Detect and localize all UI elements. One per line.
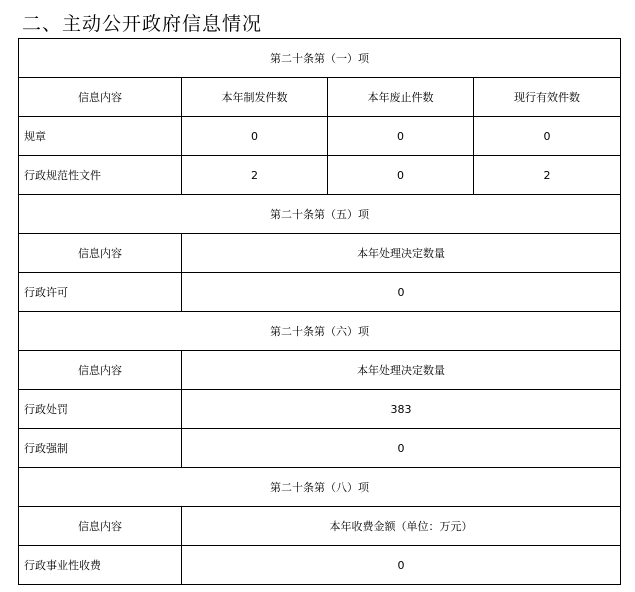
table-cell: 0 bbox=[328, 117, 474, 156]
row-label: 行政规范性文件 bbox=[19, 156, 182, 195]
column-header: 本年处理决定数量 bbox=[182, 351, 621, 390]
header-row bbox=[19, 78, 621, 117]
section-heading: 第二十条第（六）项 bbox=[19, 312, 621, 351]
table-row bbox=[19, 429, 621, 468]
table-cell: 2 bbox=[474, 156, 621, 195]
table-cell: 0 bbox=[182, 117, 328, 156]
column-header: 本年废止件数 bbox=[328, 78, 474, 117]
section-heading: 第二十条第（一）项 bbox=[19, 39, 621, 78]
column-header: 本年收费金额（单位：万元） bbox=[182, 507, 621, 546]
row-label: 行政事业性收费 bbox=[19, 546, 182, 585]
header-row bbox=[19, 351, 621, 390]
table-cell: 0 bbox=[182, 273, 621, 312]
table-row bbox=[19, 390, 621, 429]
section-heading-row bbox=[19, 468, 621, 507]
section-heading-row bbox=[19, 312, 621, 351]
table-row bbox=[19, 546, 621, 585]
column-header: 本年制发件数 bbox=[182, 78, 328, 117]
table-cell: 2 bbox=[182, 156, 328, 195]
table-row bbox=[19, 117, 621, 156]
table-cell: 0 bbox=[328, 156, 474, 195]
row-label: 行政许可 bbox=[19, 273, 182, 312]
column-header: 信息内容 bbox=[19, 234, 182, 273]
column-header: 信息内容 bbox=[19, 507, 182, 546]
table-cell: 383 bbox=[182, 390, 621, 429]
column-header: 信息内容 bbox=[19, 78, 182, 117]
table-cell: 0 bbox=[182, 429, 621, 468]
section-heading-row bbox=[19, 39, 621, 78]
column-header: 本年处理决定数量 bbox=[182, 234, 621, 273]
section-heading: 第二十条第（八）项 bbox=[19, 468, 621, 507]
column-header: 信息内容 bbox=[19, 351, 182, 390]
column-header: 现行有效件数 bbox=[474, 78, 621, 117]
table-row bbox=[19, 273, 621, 312]
row-label: 规章 bbox=[19, 117, 182, 156]
table-cell: 0 bbox=[182, 546, 621, 585]
section-heading-row bbox=[19, 195, 621, 234]
section-heading: 第二十条第（五）项 bbox=[19, 195, 621, 234]
table-row bbox=[19, 156, 621, 195]
table-cell: 0 bbox=[474, 117, 621, 156]
row-label: 行政强制 bbox=[19, 429, 182, 468]
disclosure-table bbox=[18, 38, 621, 585]
header-row bbox=[19, 507, 621, 546]
row-label: 行政处罚 bbox=[19, 390, 182, 429]
page-title: 二、主动公开政府信息情况 bbox=[22, 13, 263, 35]
header-row bbox=[19, 234, 621, 273]
